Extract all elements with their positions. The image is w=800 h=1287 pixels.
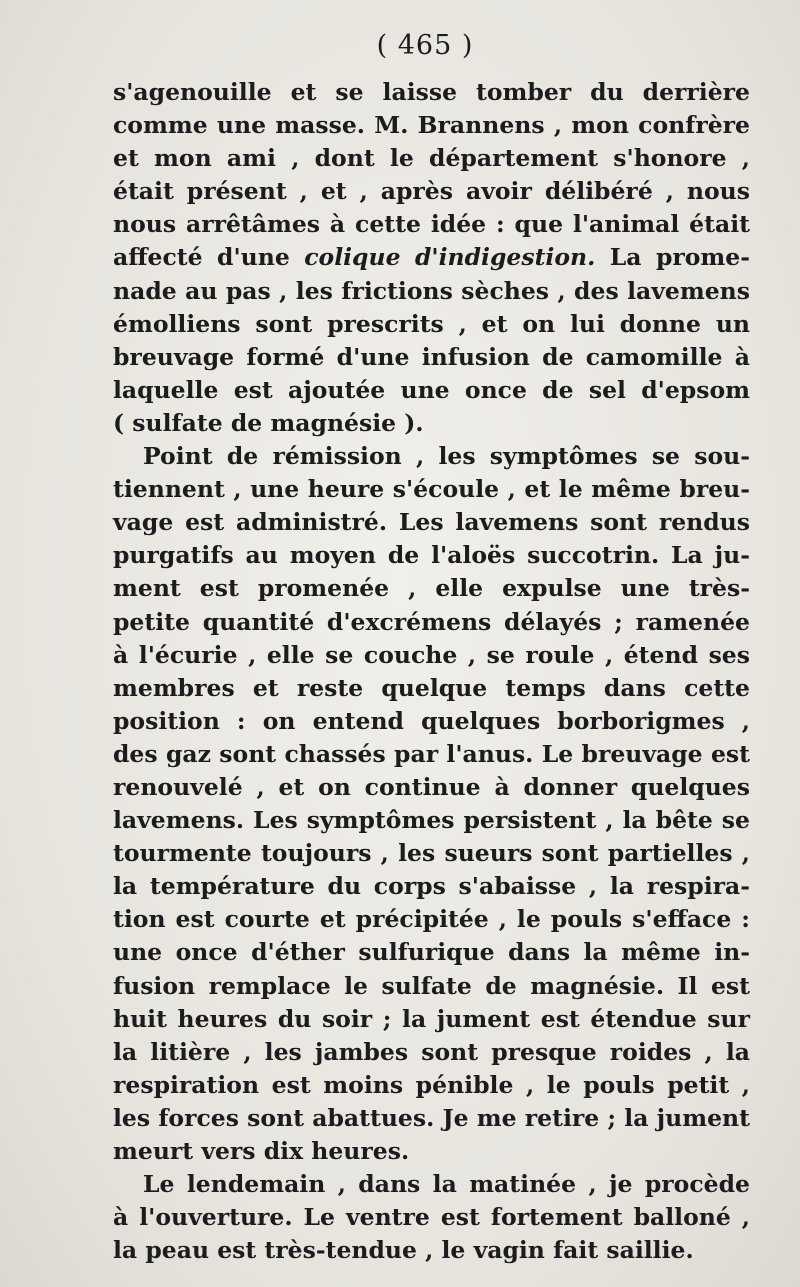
text-line: une once d'éther sulfurique dans la même in- [113,938,750,967]
text-line: lavemens. Les symptômes persistent , la bête se [113,806,750,835]
italic-term: colique d'indigestion. [304,243,596,272]
text-line: Le lendemain , dans la matinée , je procède [143,1170,750,1199]
text-line: la température du corps s'abaisse , la respira- [113,872,750,901]
text-line: comme une masse. M. Brannens , mon confrère [113,111,750,140]
text-line: tourmente toujours , les sueurs sont partielles , [113,839,750,868]
text-line: émolliens sont prescrits , et on lui donne un [113,309,750,338]
text-line: meurt vers dix heures. [113,1137,410,1165]
text-line: à l'écurie , elle se couche , se roule , étend ses [113,640,750,669]
text-segment: La prome- [595,243,751,272]
text-line: tiennent , une heure s'écoule , et le même breu- [113,475,750,504]
text-line: respiration est moins pénible , le pouls petit , [113,1070,750,1099]
text-line: la litière , les jambes sont presque roides , la [113,1037,750,1066]
text-line: vage est administré. Les lavemens sont rendus [113,508,750,537]
text-line: fusion remplace le sulfate de magnésie. Il est [113,971,750,1000]
text-line: breuvage formé d'une infusion de camomille à [113,342,750,371]
text-line: renouvelé , et on continue à donner quelques [113,772,750,801]
text-line: position : on entend quelques borborigmes , [113,706,750,735]
text-line: laquelle est ajoutée une once de sel d'epsom [113,375,750,404]
text-line: était présent , et , après avoir délibéré , nous [113,177,750,206]
text-line: petite quantité d'excrémens délayés ; ramenée [113,607,750,636]
text-line: les forces sont abattues. Je me retire ; la jument [113,1103,750,1132]
text-line: Point de rémission , les symptômes se sou- [143,442,750,471]
page-number: ( 465 ) [376,30,474,61]
text-line [113,241,750,274]
text-line: la peau est très-tendue , le vagin fait saillie. [113,1236,694,1265]
text-line: et mon ami , dont le département s'honore , [113,144,750,173]
text-line: ment est promenée , elle expulse une très- [113,574,750,603]
text-line: membres et reste quelque temps dans cette [113,673,750,702]
text-line: nade au pas , les frictions sèches , des lavemens [113,276,750,305]
text-segment: affecté d'une [113,243,305,272]
body-text [113,76,750,1267]
text-line: tion est courte et précipitée , le pouls s'efface : [113,905,750,934]
text-line: nous arrêtâmes à cette idée : que l'animal était [113,210,750,239]
text-line: des gaz sont chassés par l'anus. Le breuvage est [113,739,750,768]
text-line: à l'ouverture. Le ventre est fortement balloné , [113,1203,750,1232]
text-line: s'agenouille et se laisse tomber du derrière [113,78,750,106]
text-line: huit heures du soir ; la jument est étendue sur [113,1004,750,1033]
text-line: ( sulfate de magnésie ). [113,408,424,437]
text-line: purgatifs au moyen de l'aloës succotrin. La ju- [113,541,750,570]
